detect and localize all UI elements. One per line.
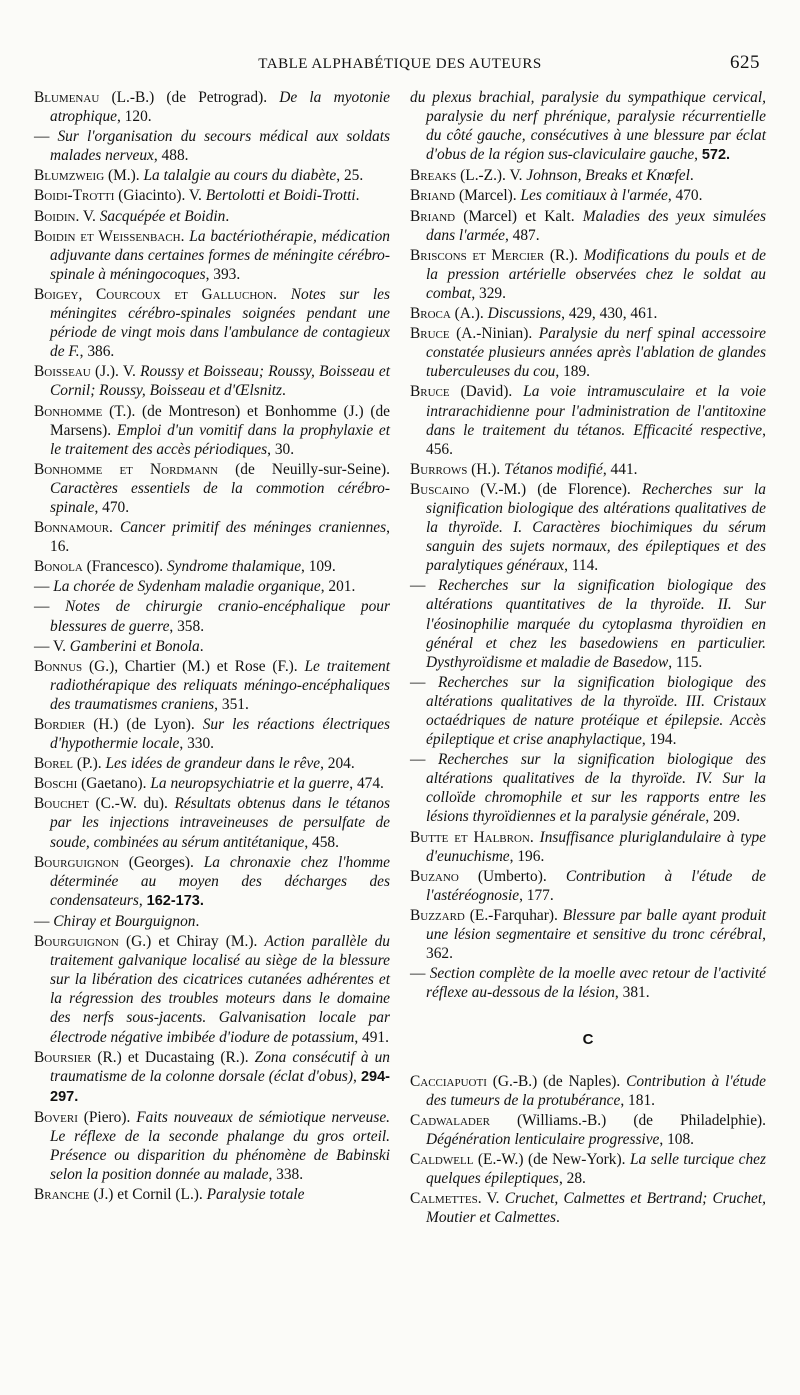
author-detail: — xyxy=(34,912,54,930)
work-title: La voie intramusculaire et la voie intrarachidienne pour l'administration de l'antitoxine dans le traitement du tétanos. Efficacité respective xyxy=(426,383,767,439)
index-entry xyxy=(410,186,766,205)
index-entry xyxy=(34,657,390,714)
author-name: Burrows xyxy=(410,460,468,478)
author-detail: — xyxy=(410,751,438,769)
index-entry xyxy=(410,382,766,458)
work-title: Résultats obtenus dans le tétanos par les injections intraveineuses de persulfate de soude, combinées au sérum antitétanique xyxy=(50,795,390,851)
page-reference: . xyxy=(355,187,360,205)
index-entry xyxy=(410,460,766,479)
index-entry xyxy=(34,186,390,205)
page-reference: , 28. xyxy=(558,1169,586,1187)
author-name: Breaks xyxy=(410,167,457,185)
page-reference: , 181. xyxy=(620,1091,655,1109)
page-reference: , 393. xyxy=(205,265,241,283)
author-detail: . xyxy=(529,828,540,846)
author-name: Briscons et Mercier xyxy=(410,246,545,264)
index-entry xyxy=(410,480,766,575)
page-reference-bold: 294-297. xyxy=(50,1068,390,1105)
page-reference: , 487. xyxy=(504,226,540,244)
page-reference: , 16. xyxy=(50,519,390,556)
page-reference: , 204. xyxy=(320,755,355,773)
author-detail: (G.), Chartier (M.) et Rose (F.). xyxy=(82,657,305,675)
author-detail: — xyxy=(410,965,430,983)
index-entry xyxy=(34,577,390,596)
author-detail: (E.-Farquhar). xyxy=(464,906,563,924)
author-detail: — V. xyxy=(34,637,70,655)
work-title: Roussy et Boisseau; Roussy, Boisseau et Cornil; Roussy, Boisseau et d'Œlsnitz xyxy=(50,363,390,400)
author-name: Boursier xyxy=(34,1048,92,1066)
page-reference: , 25. xyxy=(336,167,364,185)
work-title: Paralysie du nerf spinal accessoire constatée plusieurs années après l'ablation de glandes tuberculeuses du cou xyxy=(426,325,766,381)
work-title: La selle turcique chez quelques épileptiques xyxy=(426,1150,767,1187)
page-reference: . xyxy=(282,382,286,400)
page-reference: . xyxy=(199,637,204,655)
page-reference: , 114. xyxy=(564,557,599,575)
author-name: Bonnus xyxy=(34,657,83,675)
work-title: Les idées de grandeur dans le rêve xyxy=(105,755,321,773)
author-detail: . xyxy=(180,227,190,245)
page-reference: , 109. xyxy=(301,558,336,576)
index-entry xyxy=(34,127,390,165)
work-title: Contribution à l'étude de l'astéréognosie xyxy=(426,867,766,904)
author-name: Bonhomme et Nordmann xyxy=(34,460,218,478)
author-name: Butte et Halbron xyxy=(410,828,530,846)
index-entry xyxy=(410,673,766,749)
page-reference: . xyxy=(225,207,230,225)
index-entry xyxy=(410,828,766,866)
work-title: du plexus brachial, paralysie du sympathique cervical, paralysie du nerf phrénique, paralysie récurrentielle du côté gauche, consécutives à une blessure par éclat d'obus de la région sus-claviculaire gauche xyxy=(410,89,766,164)
work-title: Tétanos modifié xyxy=(504,460,603,478)
entries-b xyxy=(410,88,766,1002)
index-entry xyxy=(34,166,390,185)
author-detail: (G.-B.) (de Naples). xyxy=(486,1072,627,1090)
work-title: Sur l'organisation du secours médical aux soldats malades nerveux xyxy=(50,128,390,165)
index-entry xyxy=(410,324,766,381)
page-reference: , 115. xyxy=(668,653,703,671)
page-reference: . xyxy=(555,1209,560,1227)
work-title: Recherches sur la signification biologique des altérations qualitatives de la thyroïde. I. Caractères biochimiques du sérum sanguin des sujets normaux, des épileptiques et des paralytiques généraux xyxy=(426,480,766,575)
index-entry xyxy=(34,794,390,851)
index-entry xyxy=(34,557,390,576)
work-title: Cruchet, Calmettes et Bertrand; Cruchet, Moutier et Calmettes xyxy=(426,1190,766,1227)
author-detail: (V.-M.) (de Florence). xyxy=(469,480,642,498)
page-reference: , 108. xyxy=(659,1130,695,1148)
page-reference: , 162-173. xyxy=(138,891,204,909)
index-entry xyxy=(410,750,766,826)
work-title: Zona consécutif à un traumatisme de la colonne dorsale (éclat d'obus) xyxy=(50,1048,391,1085)
author-detail: — xyxy=(34,598,65,616)
index-entry xyxy=(34,754,390,773)
author-detail: (Georges). xyxy=(118,853,204,871)
index-entry xyxy=(34,637,390,656)
page-reference: , 177. xyxy=(519,886,554,904)
page-reference: , 381. xyxy=(614,984,650,1002)
index-entry xyxy=(410,88,766,165)
index-entry xyxy=(410,906,766,963)
work-title: Bertolotti et Boidi-Trotti xyxy=(205,187,356,205)
work-title: Recherches sur la signification biologique des altérations qualitatives de la thyroïde. III. Cristaux octaédriques de nature protéique et épilepsie. Accès épileptique et crise anaphylactique xyxy=(426,673,766,749)
index-entry xyxy=(34,597,390,635)
index-entry xyxy=(34,402,390,459)
page-reference: , 209. xyxy=(705,808,741,826)
author-detail: (H.). xyxy=(467,460,505,478)
author-name: Boidi-Trotti xyxy=(34,187,115,205)
page-reference: , 329. xyxy=(471,284,506,302)
author-detail: (R.) et Ducastaing (R.). xyxy=(91,1048,255,1066)
header-title: TABLE ALPHABÉTIQUE DES AUTEURS xyxy=(258,56,542,72)
section-letter: C xyxy=(582,1031,594,1049)
author-detail: (de Neuilly-sur-Seine). xyxy=(217,460,390,478)
work-title: Recherches sur la signification biologique des altérations qualitatives de la thyroïde. IV. Sur la colloïde chromophile et sur les rapports entre les lésions thyroïdiennes et la paralysie générale xyxy=(426,751,766,826)
author-detail: (Francesco). xyxy=(82,558,167,576)
page-reference: , 572. xyxy=(694,146,731,164)
left-column xyxy=(34,88,390,1228)
work-title: Section complète de la moelle avec retour de l'activité réflexe au-dessous de la lésion xyxy=(426,965,766,1002)
index-entry xyxy=(410,207,766,245)
author-detail: (Umberto). xyxy=(458,867,566,885)
index-entry xyxy=(34,1108,390,1184)
work-title: Caractères essentiels de la commotion cérébro-spinale xyxy=(50,479,390,516)
page-reference: , 330. xyxy=(179,735,215,753)
author-name: Cadwalader xyxy=(410,1111,490,1129)
page-reference: , 120. xyxy=(116,108,152,126)
author-detail: (P.). xyxy=(73,755,106,773)
work-title: Action parallèle du traitement galvanique localisé au siège de la blessure sur la libération des cicatrices cutanées adhérentes et la régression des troubles moteurs dans le domaine des nerfs sous-jacents. Galvanisation locale par électrode négative imbibée d'iodure de potassium xyxy=(50,933,391,1046)
page-reference: , 470. xyxy=(94,498,130,516)
page-reference: , 189. xyxy=(555,363,591,381)
index-entry xyxy=(410,166,766,185)
index-entry xyxy=(34,207,390,226)
author-name: Bouchet xyxy=(34,795,89,813)
author-name: Cacciapuoti xyxy=(410,1072,487,1090)
page-reference: . xyxy=(195,912,200,930)
author-name: Bordier xyxy=(34,716,86,733)
index-entry xyxy=(410,576,766,671)
index-entry xyxy=(34,285,390,361)
entries-c xyxy=(410,1072,766,1228)
author-name: Bruce xyxy=(410,325,450,343)
index-entry xyxy=(410,867,766,905)
author-name: Bonhomme xyxy=(34,402,103,420)
author-name: Blumzweig xyxy=(34,167,105,185)
author-detail: (H.) (de Lyon). xyxy=(85,716,203,733)
author-detail: — xyxy=(410,673,438,691)
index-entry xyxy=(410,1150,766,1188)
page-reference: , 201. xyxy=(320,578,356,596)
work-title: Johnson, Breaks et Knœfel xyxy=(526,167,690,185)
index-entry xyxy=(34,853,390,911)
author-name: Bourguignon xyxy=(34,853,119,871)
author-name: Briand xyxy=(410,187,456,205)
author-detail: (A.-Ninian). xyxy=(449,325,539,343)
index-entry xyxy=(34,227,390,284)
index-entry xyxy=(34,715,390,753)
page-reference: , 338. xyxy=(268,1166,304,1184)
author-name: Caldwell xyxy=(410,1150,474,1168)
index-entry xyxy=(34,460,390,517)
author-detail: — xyxy=(34,128,58,146)
page-reference: , 491. xyxy=(354,1028,389,1046)
author-name: Boschi xyxy=(34,775,78,793)
author-detail: . xyxy=(273,285,291,303)
page-reference: , 358. xyxy=(169,617,205,635)
running-header xyxy=(34,52,766,82)
work-title: Paralysie totale xyxy=(206,1186,305,1204)
work-title: Insuffisance pluriglandulaire à type d'eunuchisme xyxy=(426,828,766,865)
index-entry xyxy=(410,964,766,1002)
author-detail: . V. xyxy=(75,207,100,225)
work-title: Recherches sur la signification biologique des altérations quantitatives de la thyroïde. II. Sur l'éosinophilie marquée du cytoplasma thyroïdien en général et chez les basedowiens en particulier. Dysthyroïdisme et maladie de Basedow xyxy=(426,577,766,671)
author-name: Branche xyxy=(34,1186,90,1204)
author-detail: (Marcel). xyxy=(455,187,521,205)
author-detail: (Marcel) et Kalt. xyxy=(455,207,583,225)
work-title: Emploi d'un vomitif dans la prophylaxie et le traitement des accès périodiques xyxy=(50,421,391,458)
page-reference: , 474. xyxy=(349,775,384,793)
author-detail: (Giacinto). V. xyxy=(114,187,206,205)
author-name: Buzzard xyxy=(410,906,465,924)
author-detail: (T.). (de Montreson) et Bonhomme (J.) (de Marsens). xyxy=(50,402,390,439)
author-name: Boveri xyxy=(34,1108,78,1126)
page-reference: , 30. xyxy=(267,440,295,458)
work-title: Maladies des yeux simulées dans l'armée xyxy=(426,207,766,244)
work-title: Sacquépée et Boidin xyxy=(99,207,226,225)
index-entry xyxy=(34,88,390,126)
author-detail: . xyxy=(109,519,121,537)
index-entry xyxy=(34,1185,390,1204)
right-column xyxy=(410,88,766,1228)
work-title: La chronaxie chez l'homme déterminée au moyen des décharges des condensateurs xyxy=(50,853,390,909)
index-entry xyxy=(410,304,766,323)
index-entry xyxy=(34,362,390,400)
page-reference: , 458. xyxy=(304,833,339,851)
author-name: Blumenau xyxy=(34,89,100,106)
work-title: La neuropsychiatrie et la guerre xyxy=(150,775,350,793)
index-entry xyxy=(34,518,390,556)
work-title: Cancer primitif des méninges craniennes xyxy=(120,519,387,537)
index-entry xyxy=(410,1111,766,1149)
columns xyxy=(34,88,766,1228)
author-detail: (A.). xyxy=(450,305,488,323)
author-detail: — xyxy=(34,578,54,596)
page-reference: , 362. xyxy=(426,926,766,963)
work-title: Contribution à l'étude des tumeurs de la protubérance xyxy=(426,1072,766,1109)
work-title: Syndrome thalamique xyxy=(166,558,302,576)
work-title: La talalgie au cours du diabète xyxy=(143,167,337,185)
author-name: Bruce xyxy=(410,383,450,401)
author-name: Bourguignon xyxy=(34,933,119,951)
page-reference: , 194. xyxy=(641,731,677,749)
page-reference: , 470. xyxy=(667,187,703,205)
author-name: Broca xyxy=(410,305,451,323)
work-title: De la myotonie atrophique xyxy=(50,89,390,126)
author-name: Bonnamour xyxy=(34,519,110,537)
work-title: Notes sur les méningites cérébro-spinales soignées pendant une période de vingt mois dans l'ambulance de contagieux de F. xyxy=(50,285,390,361)
author-detail: (Williams.-B.) (de Philadelphie). xyxy=(489,1111,766,1129)
author-detail: (G.) et Chiray (M.). xyxy=(118,933,265,951)
author-detail: (L.-B.) (de Petrograd). xyxy=(99,89,280,106)
index-entry xyxy=(410,1072,766,1110)
work-title: Discussions xyxy=(487,305,562,323)
page-reference: , 456. xyxy=(426,421,766,458)
author-detail: . V. xyxy=(477,1190,505,1208)
work-title: La chorée de Sydenham maladie organique xyxy=(53,578,321,596)
author-detail: (J.). V. xyxy=(90,363,141,381)
author-name: Bonola xyxy=(34,558,83,576)
index-entry xyxy=(34,1048,390,1107)
page-number: 625 xyxy=(730,52,760,73)
page-reference: , 351. xyxy=(214,695,249,713)
page-reference: , 441. xyxy=(602,460,638,478)
work-title: Gamberini et Bonola xyxy=(69,637,200,655)
page-reference: , 294-297. xyxy=(50,1067,390,1105)
page-reference: , 488. xyxy=(153,147,189,165)
author-detail: (R.). xyxy=(544,246,584,264)
author-detail: (J.) et Cornil (L.). xyxy=(89,1186,207,1204)
work-title: Le traitement radiothérapique des reliquats méningo-encéphaliques des traumatismes craniens xyxy=(50,657,390,713)
author-name: Briand xyxy=(410,207,456,225)
author-name: Borel xyxy=(34,755,73,773)
author-detail: (Gaetano). xyxy=(77,775,151,793)
work-title: Sur les réactions électriques d'hypothermie locale xyxy=(50,716,390,753)
page-reference-bold: 162-173. xyxy=(146,892,204,909)
work-title: Chiray et Bourguignon xyxy=(53,912,196,930)
author-name: Boigey, Courcoux et Galluchon xyxy=(34,285,274,303)
author-name: Boidin xyxy=(34,207,76,225)
page-reference-bold: 572. xyxy=(701,147,731,164)
page-reference: , 196. xyxy=(509,847,545,865)
author-name: Boidin et Weissenbach xyxy=(34,227,181,245)
index-entry xyxy=(410,1189,766,1227)
author-name: Buscaino xyxy=(410,480,470,498)
author-detail: (M.). xyxy=(104,167,144,185)
work-title: La bactériothérapie, médication adjuvante dans certaines formes de méningite cérébro-spinale à méningocoques xyxy=(50,227,390,283)
author-name: Boisseau xyxy=(34,363,91,381)
page-reference: , 429, 430, 461. xyxy=(561,305,658,323)
work-title: Blessure par balle ayant produit une lésion segmentaire et sensitive du tronc cérébral xyxy=(426,906,766,944)
author-name: Calmettes xyxy=(410,1190,478,1208)
index-entry xyxy=(410,246,766,303)
author-detail: — xyxy=(410,577,438,595)
author-detail: (Piero). xyxy=(77,1108,137,1126)
author-detail: (L.-Z.). V. xyxy=(456,167,527,185)
author-detail: (David). xyxy=(449,383,524,401)
author-detail: (C.-W. du). xyxy=(88,795,175,813)
work-title: Faits nouveaux de sémiotique nerveuse. Le réflexe de la seconde phalange du gros orteil. Présence ou disparition du phénomène de Babinski selon la position donnée au malade xyxy=(50,1108,390,1184)
author-detail: (E.-W.) (de New-York). xyxy=(473,1150,630,1168)
index-entry xyxy=(34,932,390,1047)
page-reference: . xyxy=(689,167,694,185)
work-title: Modifications du pouls et de la pression artérielle observées chez le soldat au combat xyxy=(426,246,766,302)
author-name: Buzano xyxy=(410,867,459,885)
page-reference: , 386. xyxy=(79,343,115,361)
work-title: Notes de chirurgie cranio-encéphalique pour blessures de guerre xyxy=(50,598,390,635)
work-title: Dégénération lenticulaire progressive xyxy=(426,1130,660,1148)
work-title: Les comitiaux à l'armée xyxy=(520,187,668,205)
index-entry xyxy=(34,774,390,793)
index-entry xyxy=(34,912,390,931)
